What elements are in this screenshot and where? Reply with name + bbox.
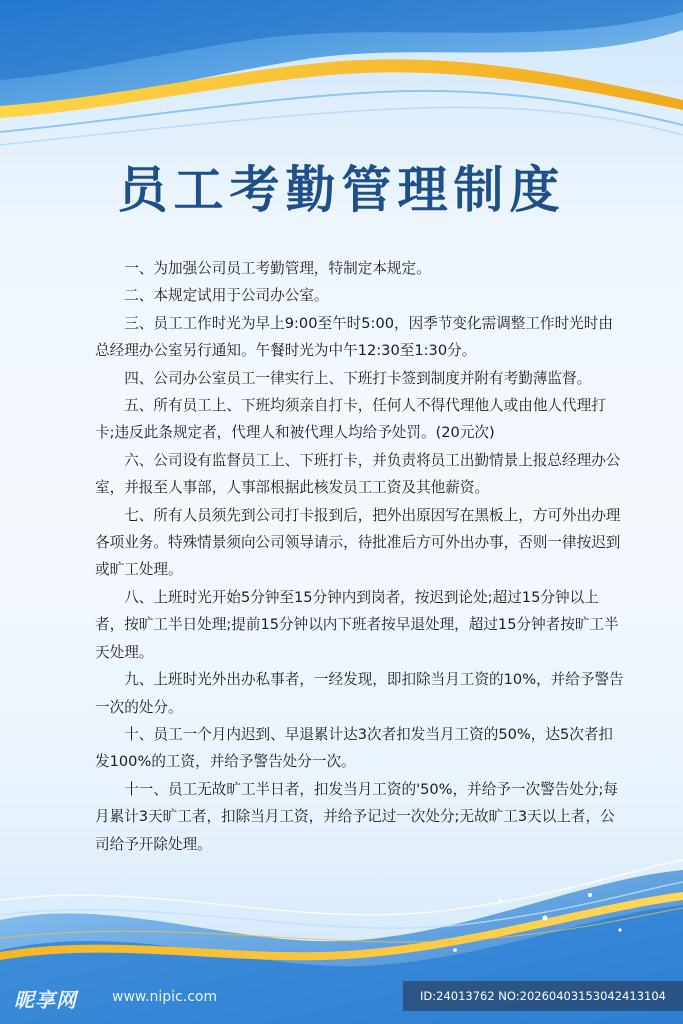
regulation-body [95,255,625,858]
watermark-logo: 昵享网 [14,988,77,1012]
regulation-item: 三、员工工作时光为早上9:00至午时5:00，因季节变化需调整工作时光时由总经理办公室另行通知。午餐时光为中午12:30至1:30分。 [95,314,613,360]
watermark-id: ID:24013762 NO:20260403153042413104 [403,981,683,1011]
regulation-item: 八、上班时光开始5分钟至15分钟内到岗者，按迟到论处;超过15分钟以上者，按旷工半日处理;提前15分钟以内下班者按早退处理，超过15分钟者按旷工半天处理。 [95,588,619,661]
top-wave-decoration [0,0,683,160]
regulation-item: 十一、员工无故旷工半日者，扣发当月工资的'50%，并给予一次警告处分;每月累计3天旷工者，扣除当月工资，并给予记过一次处分;无故旷工3天以上者，公司给予开除处理。 [95,780,618,853]
regulation-item: 九、上班时光外出办私事者，一经发现，即扣除当月工资的10%，并给予警告一次的处分。 [95,671,624,716]
regulation-item: 六、公司设有监督员工上、下班打卡，并负责将员工出勤情景上报总经理办公室，并报至人事部，人事部根据此核发员工工资及其他薪资。 [95,451,621,497]
regulation-item: 二、本规定试用于公司办公室。 [124,287,329,305]
regulation-item: 四、公司办公室员工一律实行上、下班打卡签到制度并附有考勤薄监督。 [124,369,592,387]
regulation-item: 七、所有人员须先到公司打卡报到后，把外出原因写在黑板上，方可外出办理各项业务。特殊情景须向公司领导请示，待批准后方可外出办事，否则一律按迟到或旷工处理。 [95,506,621,579]
regulation-item: 一、为加强公司员工考勤管理，特制定本规定。 [124,260,431,277]
regulation-item: 十、员工一个月内迟到、早退累计达3次者扣发当月工资的50%，达5次者扣发100%的工资，并给予警告处分一次。 [95,725,614,771]
watermark-url: www.nipic.com [112,989,218,1005]
document-title: 员工考勤管理制度 [117,160,566,219]
regulation-item: 五、所有员工上、下班均须亲自打卡，任何人不得代理他人或由他人代理打卡;违反此条规定者，代理人和被代理人均给予处罚。(20元次) [95,397,606,442]
